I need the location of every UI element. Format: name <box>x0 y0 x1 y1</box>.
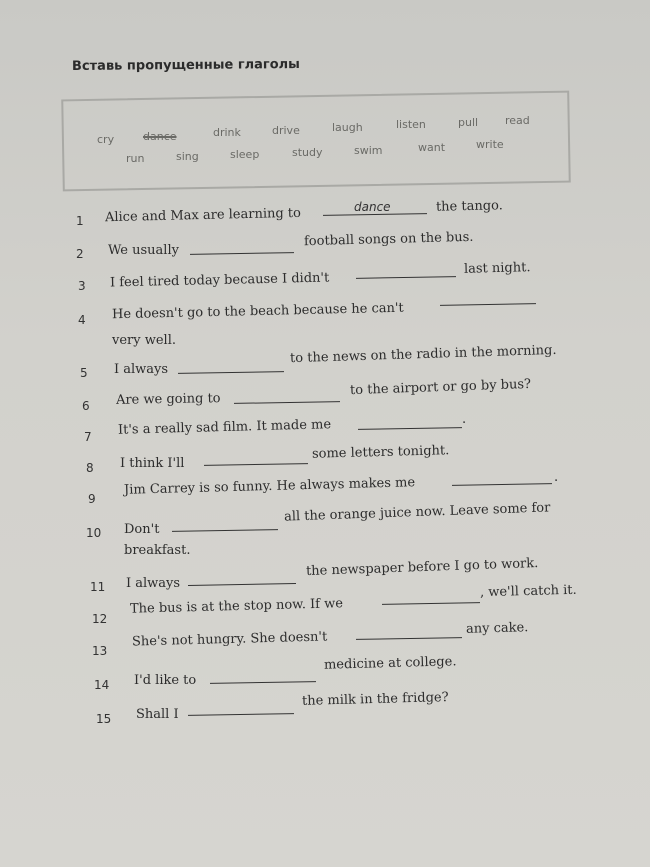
answer-blank <box>452 483 552 486</box>
item-text-end: , we'll catch it. <box>479 582 577 601</box>
word-bank-item: study <box>292 146 323 159</box>
item-number: 11 <box>90 580 106 594</box>
answer-blank <box>190 252 294 255</box>
item-text-end: any cake. <box>465 620 529 637</box>
answer-blank <box>188 583 296 586</box>
item-number: 15 <box>96 712 112 726</box>
answer-blank <box>188 713 294 716</box>
item-number: 3 <box>78 279 86 293</box>
word-bank-item: listen <box>396 118 426 131</box>
item-text: Alice and Max are learning to <box>104 205 302 226</box>
word-bank-item: sleep <box>230 148 260 161</box>
item-text-end: the milk in the fridge? <box>301 690 449 709</box>
item-text-end: some letters tonight. <box>311 443 450 462</box>
item-number: 13 <box>92 644 108 658</box>
item-number: 4 <box>78 313 86 327</box>
item-number: 9 <box>88 492 96 506</box>
word-bank-item: swim <box>354 144 383 157</box>
item-text-end: last night. <box>463 260 531 277</box>
item-text-end: all the orange juice now. Leave some for <box>283 500 551 525</box>
item-text-end: football songs on the bus. <box>303 229 474 250</box>
item-text-end: medicine at college. <box>323 654 457 673</box>
item-text: He doesn't go to the beach because he can't <box>111 300 404 323</box>
word-bank-item: want <box>418 141 446 154</box>
answer-blank <box>178 371 284 374</box>
answer-blank <box>358 427 462 430</box>
item-text-wrap: breakfast. <box>124 543 191 558</box>
word-bank-item: sing <box>176 150 199 163</box>
item-text-end: the tango. <box>435 198 503 215</box>
answer-blank <box>210 681 316 684</box>
item-text-end: . <box>462 412 467 427</box>
item-number: 12 <box>92 612 108 626</box>
word-bank-item: laugh <box>332 121 363 134</box>
item-text: I always <box>114 362 169 377</box>
item-text: It's a really sad film. It made me <box>117 417 332 438</box>
word-bank-item: drink <box>213 126 241 139</box>
item-number: 2 <box>76 247 84 261</box>
item-text-wrap: very well. <box>112 333 176 348</box>
word-bank-item-used: dance <box>143 130 177 143</box>
item-number: 1 <box>76 214 84 228</box>
item-number: 14 <box>94 678 110 692</box>
item-text-end: . <box>554 470 559 485</box>
word-bank-item: pull <box>458 116 479 129</box>
word-bank-item: cry <box>97 133 115 146</box>
item-number: 6 <box>82 399 90 413</box>
answer-blank <box>382 602 480 605</box>
handwritten-answer: dance <box>354 200 391 214</box>
answer-blank <box>234 401 340 404</box>
word-bank-item: run <box>126 152 145 165</box>
word-bank-item: write <box>476 138 504 151</box>
item-text: I'd like to <box>134 673 197 688</box>
answer-blank <box>440 303 536 306</box>
item-text: Shall I <box>136 707 179 722</box>
item-text: Jim Carrey is so funny. He always makes me <box>123 475 416 498</box>
answer-blank <box>323 213 427 216</box>
item-text: Don't <box>124 522 160 537</box>
answer-blank <box>356 276 456 279</box>
item-text: The bus is at the stop now. If we <box>129 596 344 617</box>
item-text-end: to the airport or go by bus? <box>349 376 532 399</box>
worksheet-title: Вставь пропущенные глаголы <box>71 57 300 74</box>
item-text: She's not hungry. She doesn't <box>131 629 328 650</box>
item-text-end: to the news on the radio in the morning. <box>289 342 557 367</box>
item-number: 5 <box>80 366 88 380</box>
item-text: Are we going to <box>115 391 221 408</box>
item-number: 8 <box>86 461 94 475</box>
answer-blank <box>204 463 308 466</box>
item-text-end: the newspaper before I go to work. <box>305 555 539 580</box>
item-text: I always <box>126 576 181 591</box>
item-text: We usually <box>108 243 179 258</box>
word-bank-item: drive <box>272 124 300 137</box>
answer-blank <box>172 529 278 532</box>
item-number: 7 <box>84 430 92 444</box>
item-number: 10 <box>86 526 102 540</box>
answer-blank <box>356 637 462 640</box>
item-text: I feel tired today because I didn't <box>109 270 330 291</box>
item-text: I think I'll <box>120 456 185 471</box>
word-bank-item: read <box>505 114 530 127</box>
